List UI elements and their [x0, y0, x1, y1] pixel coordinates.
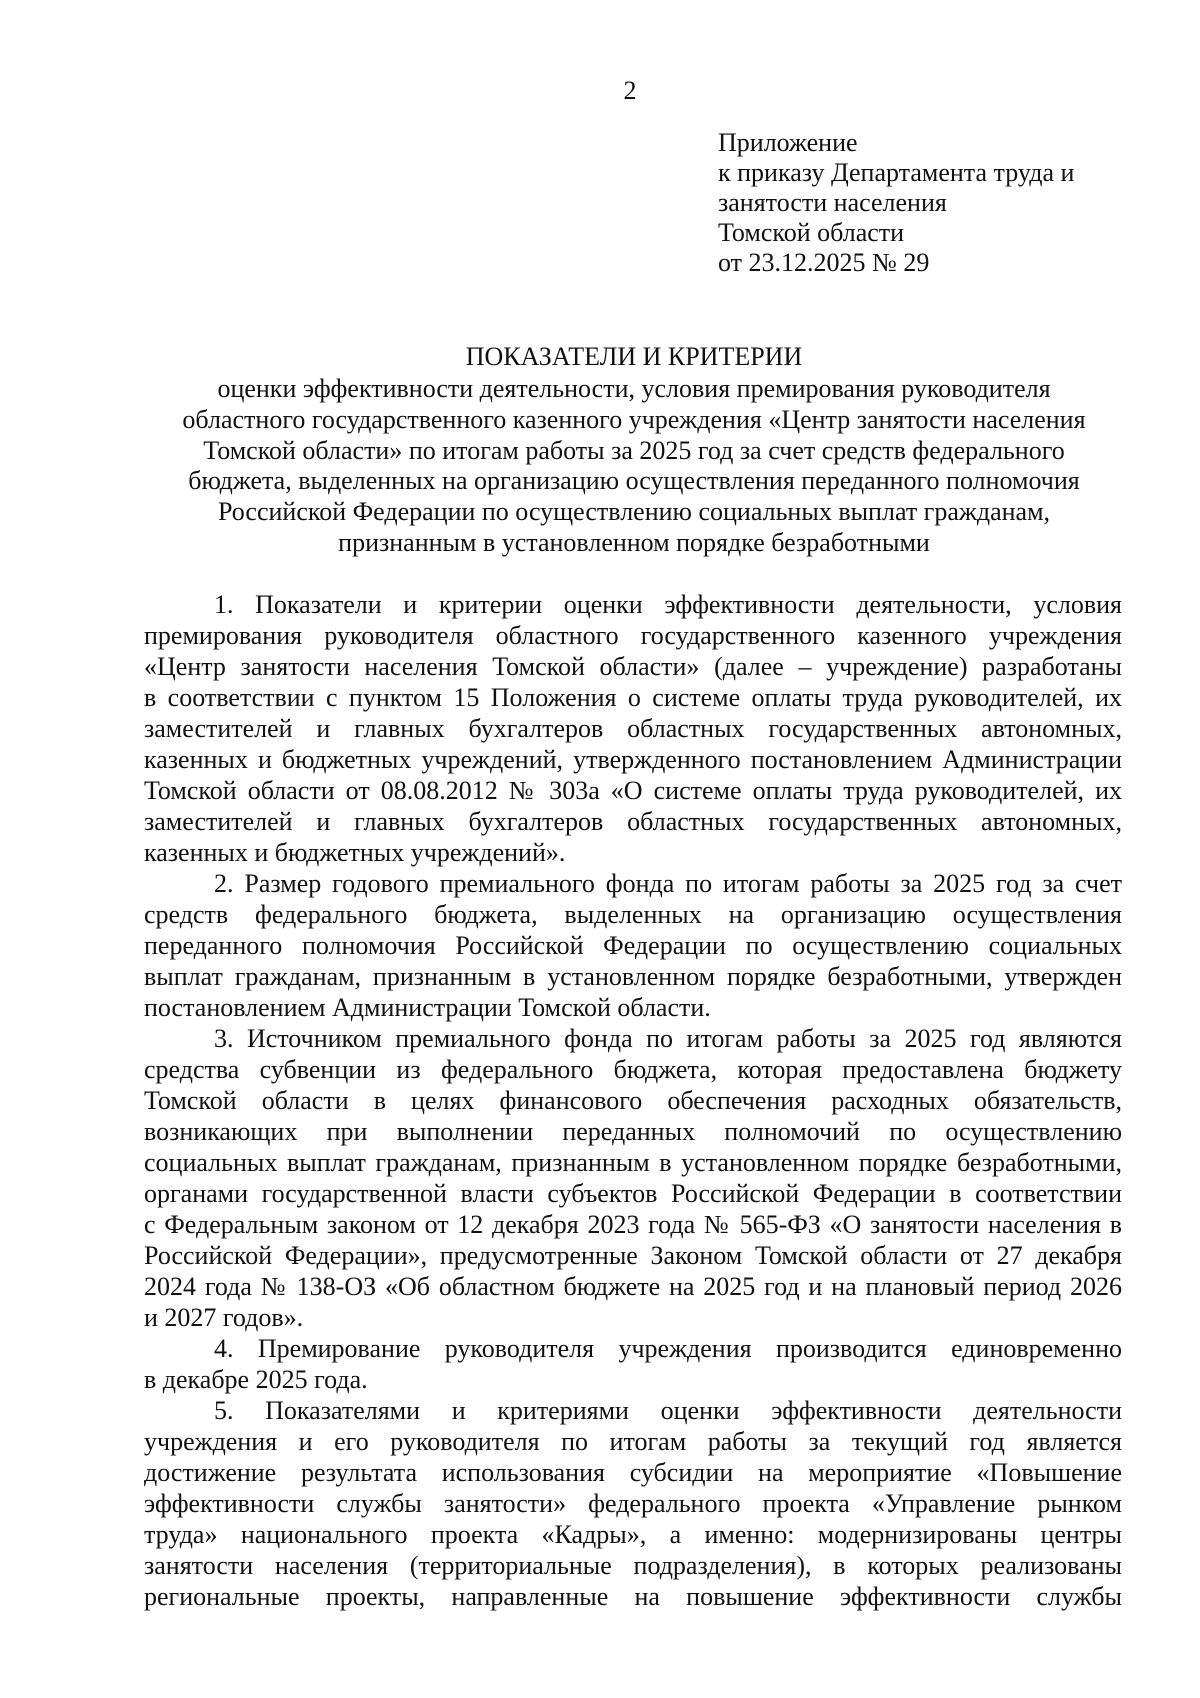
text-line: выплат гражданам, признанным в установленном порядке безработными, утвержден	[144, 962, 1122, 991]
subtitle-line: оценки эффективности деятельности, условия премирования руководителя	[217, 374, 1051, 403]
text-line: средств федерального бюджета, выделенных на организацию осуществления	[144, 900, 1122, 929]
text-line: 2. Размер годового премиального фонда по итогам работы за 2025 год за счет	[214, 869, 1122, 898]
text-line: переданного полномочия Российской Федерации по осуществлению социальных	[144, 931, 1122, 960]
document-body	[144, 589, 1122, 1612]
text-line: учреждения и его руководителя по итогам работы за текущий год является	[144, 1427, 1122, 1456]
text-line: Томской области в целях финансового обеспечения расходных обязательств,	[144, 1086, 1122, 1115]
paragraph-5	[144, 1395, 1122, 1612]
subtitle-line: Томской области» по итогам работы за 2025 год за счет средств федерального	[203, 435, 1065, 465]
subtitle-line: признанным в установленном порядке безработными	[338, 527, 930, 557]
text-line: «Центр занятости населения Томской области» (далее – учреждение) разработаны	[144, 652, 1122, 681]
appendix-line: Приложение	[718, 128, 858, 157]
document-subtitle	[144, 374, 1124, 559]
text-line: 5. Показателями и критериями оценки эффективности деятельности	[214, 1396, 1122, 1425]
page-number: 2	[623, 76, 637, 105]
appendix-line: от 23.12.2025 № 29	[718, 248, 930, 277]
subtitle-line: бюджета, выделенных на организацию осуществления переданного полномочия	[188, 466, 1080, 496]
text-line: постановлением Администрации Томской области.	[144, 993, 711, 1022]
text-line: премирования руководителя областного государственного казенного учреждения	[144, 621, 1122, 650]
text-line: эффективности службы занятости» федерального проекта «Управление рынком	[144, 1489, 1122, 1518]
text-line: заместителей и главных бухгалтеров областных государственных автономных,	[144, 807, 1122, 836]
appendix-block	[718, 128, 1074, 278]
text-line: Российской Федерации», предусмотренные Законом Томской области от 27 декабря	[144, 1241, 1122, 1270]
paragraph-1	[144, 589, 1122, 868]
subtitle-line: Российской Федерации по осуществлению социальных выплат гражданам,	[217, 497, 1051, 527]
text-line: в соответствии с пунктом 15 Положения о системе оплаты труда руководителей, их	[144, 683, 1122, 712]
text-line: возникающих при выполнении переданных полномочий по осуществлению	[144, 1117, 1122, 1146]
appendix-line: к приказу Департамента труда и	[718, 158, 1075, 187]
text-line: Томской области от 08.08.2012 № 303а «О системе оплаты труда руководителей, их	[144, 776, 1122, 805]
appendix-line: Томской области	[718, 218, 905, 247]
text-line: с Федеральным законом от 12 декабря 2023 года № 565-ФЗ «О занятости населения в	[144, 1210, 1122, 1239]
text-line: в декабре 2025 года.	[144, 1365, 368, 1394]
paragraph-2	[144, 868, 1122, 1023]
text-line: достижение результата использования субсидии на мероприятие «Повышение	[144, 1458, 1122, 1487]
text-line: и 2027 годов».	[144, 1303, 304, 1332]
appendix-line: занятости населения	[718, 188, 947, 217]
text-line: казенных и бюджетных учреждений, утвержденного постановлением Администрации	[144, 745, 1122, 774]
text-line: занятости населения (территориальные подразделения), в которых реализованы	[144, 1551, 1122, 1580]
text-line: 4. Премирование руководителя учреждения производится единовременно	[214, 1334, 1122, 1363]
text-line: заместителей и главных бухгалтеров областных государственных автономных,	[144, 714, 1122, 743]
text-line: социальных выплат гражданам, признанным в установленном порядке безработными,	[144, 1148, 1122, 1177]
text-line: региональные проекты, направленные на повышение эффективности службы	[144, 1582, 1122, 1611]
text-line: казенных и бюджетных учреждений».	[144, 838, 566, 867]
text-line: 3. Источником премиального фонда по итогам работы за 2025 год являются	[214, 1024, 1122, 1053]
text-line: 1. Показатели и критерии оценки эффективности деятельности, условия	[214, 590, 1122, 619]
document-title: ПОКАЗАТЕЛИ И КРИТЕРИИ	[465, 342, 803, 371]
paragraph-3	[144, 1023, 1122, 1333]
text-line: органами государственной власти субъектов Российской Федерации в соответствии	[144, 1179, 1122, 1208]
paragraph-4	[144, 1333, 1122, 1395]
text-line: 2024 года № 138-ОЗ «Об областном бюджете на 2025 год и на плановый период 2026	[144, 1272, 1122, 1301]
text-line: труда» национального проекта «Кадры», а именно: модернизированы центры	[144, 1520, 1122, 1549]
text-line: средства субвенции из федерального бюджета, которая предоставлена бюджету	[144, 1055, 1122, 1084]
subtitle-line: областного государственного казенного учреждения «Центр занятости населения	[182, 404, 1086, 434]
